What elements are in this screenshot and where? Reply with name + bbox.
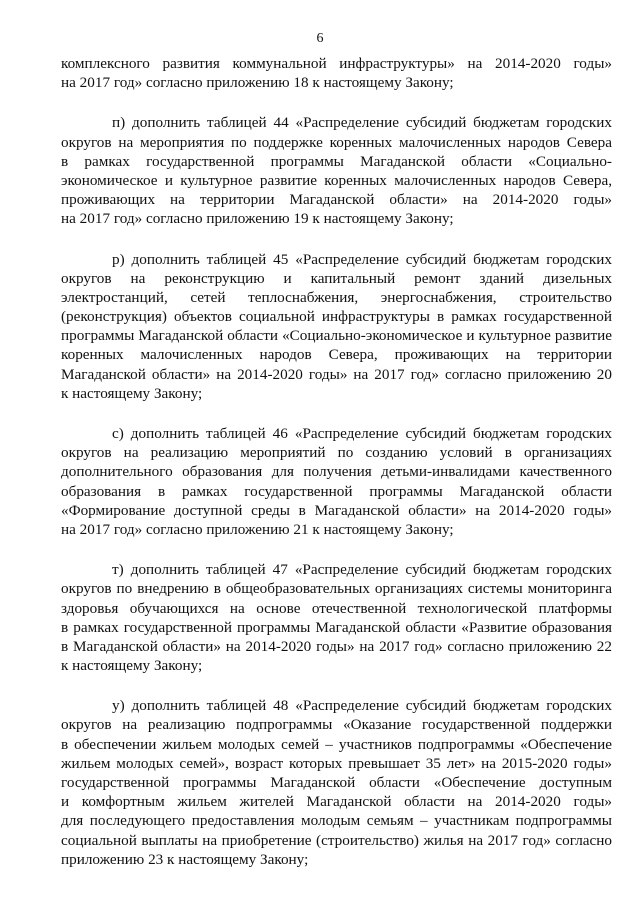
text-line: у) дополнить таблицей 48 «Распределение субсидий бюджетам городских (112, 697, 612, 715)
text-line: округов на мероприятия по поддержке коренных малочисленных народов Севера (61, 133, 612, 151)
paragraph-item-u (61, 696, 612, 869)
paragraph-continuation (61, 54, 612, 92)
text-line: программы Магаданской области «Социально-экономическое и культурное развитие (61, 327, 612, 345)
text-line: на 2017 год» согласно приложению 18 к настоящему Закону; (61, 74, 454, 92)
text-line: «Формирование доступной среды в Магаданской области» на 2014-2020 годы» (61, 501, 612, 519)
text-line: и комфортным жильем жителей Магаданской области на 2014-2020 годы» (61, 793, 612, 811)
text-line: на 2017 год» согласно приложению 21 к настоящему Закону; (61, 520, 454, 538)
text-line: проживающих на территории Магаданской области» на 2014-2020 годы» (61, 191, 612, 209)
text-line: приложению 23 к настоящему Закону; (61, 850, 309, 868)
document-body (61, 54, 612, 890)
text-line: образования в рамках государственной программы Магаданской области (61, 482, 612, 500)
text-line: с) дополнить таблицей 46 «Распределение субсидий бюджетам городских (112, 425, 612, 442)
text-line: Магаданской области» на 2014-2020 годы» на 2017 год» согласно приложению 20 (61, 365, 612, 383)
text-line: р) дополнить таблицей 45 «Распределение субсидий бюджетам городских (112, 250, 612, 268)
text-line: к настоящему Закону; (61, 657, 203, 675)
text-line: электростанций, сетей теплоснабжения, энергоснабжения, строительство (61, 288, 612, 306)
paragraph-item-t (61, 560, 612, 675)
text-line: жильем молодых семей», возраст которых превышает 35 лет» на 2015-2020 годы» (61, 754, 612, 772)
page-number: 6 (316, 31, 324, 46)
text-line: коренных малочисленных народов Севера, проживающих на территории (61, 346, 612, 364)
paragraph-item-r (61, 250, 612, 404)
text-line: в рамках государственной программы Магаданской области «Социально- (61, 152, 612, 170)
text-line: экономическое и культурное развитие коренных малочисленных народов Севера, (61, 171, 612, 189)
text-line: в обеспечении жильем молодых семей – участников подпрограммы «Обеспечение (61, 735, 612, 753)
text-line: на 2017 год» согласно приложению 19 к настоящему Закону; (61, 210, 454, 228)
text-line: к настоящему Закону; (61, 384, 203, 402)
text-line: т) дополнить таблицей 47 «Распределение субсидий бюджетам городских (112, 561, 612, 579)
text-line: округов на реализацию мероприятий по созданию условий в организациях (61, 444, 612, 462)
paragraph-item-s (61, 424, 612, 539)
text-line: для последующего предоставления молодым семьям – участникам подпрограммы (61, 812, 612, 830)
text-line: округов на реализацию подпрограммы «Оказание государственной поддержки (61, 716, 612, 734)
text-line: (реконструкция) объектов социальной инфраструктуры в рамках государственной (61, 308, 612, 326)
text-line: социальной выплаты на приобретение (строительство) жилья на 2017 год» согласно (61, 831, 612, 849)
text-line: комплексного развития коммунальной инфраструктуры» на 2014-2020 годы» (61, 55, 612, 72)
text-line: дополнительного образования для получения детьми-инвалидами качественного (61, 463, 612, 481)
text-line: п) дополнить таблицей 44 «Распределение субсидий бюджетам городских (112, 114, 612, 132)
text-line: округов на реконструкцию и капитальный ремонт зданий дизельных (61, 269, 612, 287)
paragraph-item-p (61, 113, 612, 228)
text-line: государственной программы Магаданской области «Обеспечение доступным (61, 774, 612, 791)
text-line: здоровья обучающихся на основе отечественной технологической платформы (61, 599, 612, 617)
text-line: округов по внедрению в общеобразовательных организациях системы мониторинга (61, 580, 612, 598)
text-line: в рамках государственной программы Магаданской области «Развитие образования (61, 618, 612, 636)
text-line: в Магаданской области» на 2014-2020 годы» на 2017 год» согласно приложению 22 (61, 637, 612, 655)
